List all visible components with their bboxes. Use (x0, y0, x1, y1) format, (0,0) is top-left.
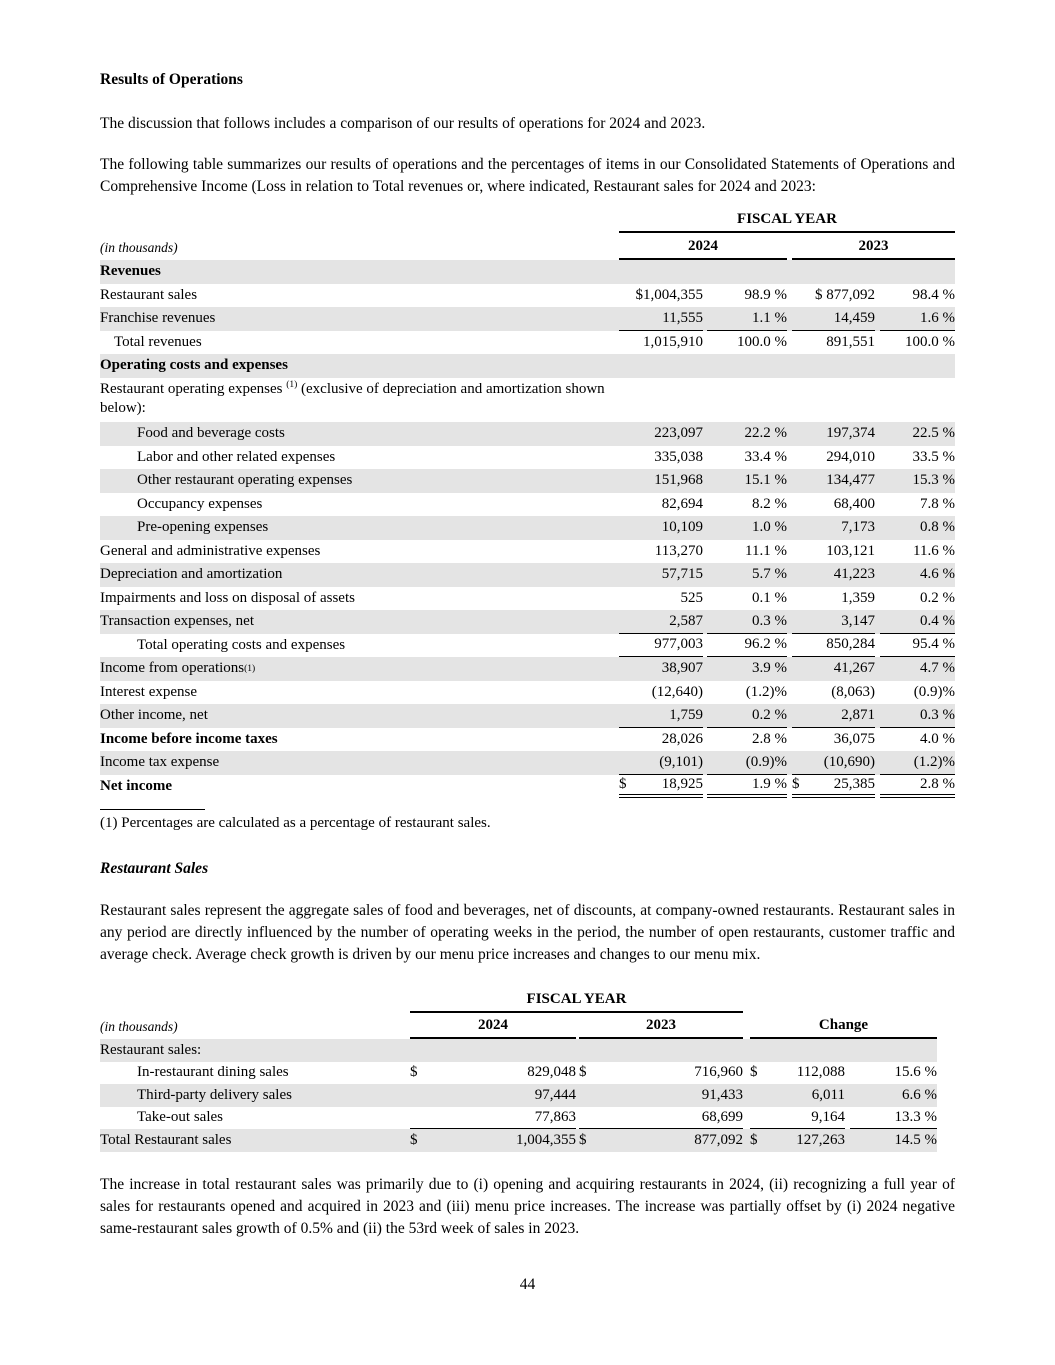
currency-symbol: $ (750, 1064, 758, 1081)
table-cell: 151,968 (654, 472, 703, 489)
table-cell: 22.2 % (744, 425, 787, 442)
table-cell (707, 380, 787, 420)
page-title: Results of Operations (100, 71, 243, 88)
table-cell: 1,015,910 (643, 333, 703, 350)
footnote-divider (100, 809, 205, 810)
table-cell: 13.3 % (850, 1107, 937, 1130)
table-cell: 6.6 % (902, 1086, 937, 1103)
table-cell: 10,109 (661, 519, 703, 536)
restaurant-sales-table (100, 990, 937, 1152)
cell-value: 127,263 (796, 1131, 845, 1148)
restaurant-sales-table-body (100, 1039, 937, 1152)
row-label: General and administrative expenses (100, 542, 321, 559)
table-cell: 0.3 % (707, 610, 787, 634)
table-row (100, 728, 955, 752)
table-cell: 33.4 % (744, 448, 787, 465)
table-cell: 6,011 (811, 1086, 845, 1103)
table-cell (707, 260, 787, 284)
table-cell (707, 354, 787, 378)
cell-value: 25,385 (833, 775, 875, 792)
table-cell: 8.2 % (752, 495, 787, 512)
in-thousands-label: (in thousands) (100, 1019, 178, 1035)
year-header-row (100, 1013, 937, 1039)
table-cell: 4.7 % (920, 660, 955, 677)
operations-table-body (100, 260, 955, 798)
table-row (100, 307, 955, 331)
table-cell: 15.6 % (894, 1064, 937, 1081)
row-label: Net income (100, 777, 173, 794)
table-cell (619, 775, 703, 799)
table-cell (792, 775, 875, 799)
row-label: Restaurant sales (100, 286, 198, 303)
table-cell: 15.3 % (912, 472, 955, 489)
table-cell: 98.9 % (744, 286, 787, 303)
table-cell: 0.3 % (880, 704, 955, 728)
table-cell: 525 (680, 589, 703, 606)
table-cell: 223,097 (654, 425, 703, 442)
table-cell: 103,121 (826, 542, 875, 559)
table-cell: 33.5 % (912, 448, 955, 465)
table-cell (579, 1039, 743, 1062)
currency-symbol: $ (579, 1064, 587, 1081)
currency-symbol: $ (619, 775, 627, 792)
table-cell: (8,063) (831, 683, 875, 700)
row-label: Income tax expense (100, 754, 220, 771)
table-cell: 9,164 (750, 1107, 845, 1130)
table-row (100, 378, 955, 423)
table-cell: 38,907 (661, 660, 703, 677)
row-label: Interest expense (100, 683, 198, 700)
table-row (100, 446, 955, 470)
table-cell: 7.8 % (920, 495, 955, 512)
table-intro-paragraph: The following table summarizes our results of operations and the percentages of items in our Consolidated Statements of Operations and Comprehensive Income (Loss in relation to Total revenues or, where indicated, Restaurant sales for 2024 and 2023: (100, 156, 955, 195)
table-row (100, 1039, 937, 1062)
currency-symbol: $ (792, 775, 800, 792)
row-label: Revenues (100, 263, 161, 280)
currency-symbol: $ (410, 1131, 418, 1148)
table-cell: 57,715 (661, 566, 703, 583)
table-cell (619, 380, 703, 420)
table-row (100, 1062, 937, 1085)
table-row (100, 354, 955, 378)
table-cell: 100.0 % (905, 333, 955, 350)
table-cell: 1.6 % (880, 307, 955, 331)
table-cell (750, 1129, 845, 1152)
table-cell: $1,004,355 (635, 286, 703, 303)
table-row (100, 775, 955, 799)
table-cell: 1,759 (619, 704, 703, 728)
table-row (100, 563, 955, 587)
table-cell: 2.8 % (880, 775, 955, 799)
table-cell: 22.5 % (912, 425, 955, 442)
table-cell (410, 1039, 576, 1062)
table-cell: 0.2 % (707, 704, 787, 728)
table-cell: 14,459 (792, 307, 875, 331)
table-cell (880, 380, 955, 420)
table-cell: 0.4 % (880, 610, 955, 634)
table-cell: 15.1 % (744, 472, 787, 489)
section-heading-restaurant-sales: Restaurant Sales (100, 860, 209, 878)
table-cell: 134,477 (826, 472, 875, 489)
cell-value: 112,088 (796, 1064, 845, 1081)
fiscal-year-header-row (100, 990, 937, 1013)
table-cell (410, 1129, 576, 1152)
row-label: Impairments and loss on disposal of assets (100, 589, 355, 606)
row-label: Total Restaurant sales (100, 1131, 232, 1148)
table-cell: 197,374 (826, 425, 875, 442)
table-cell (850, 1039, 937, 1062)
table-cell (750, 1039, 845, 1062)
table-cell (750, 1062, 845, 1085)
document-page (100, 69, 955, 1296)
table-cell: 850,284 (792, 634, 875, 658)
row-label: Operating costs and expenses (100, 357, 288, 374)
table-cell: 0.1 % (752, 589, 787, 606)
table-cell: 95.4 % (880, 634, 955, 658)
table-cell: (10,690) (792, 751, 875, 775)
row-label: Total revenues (114, 333, 202, 350)
cell-value: 829,048 (527, 1064, 576, 1081)
table-cell (579, 1129, 743, 1152)
row-label: Labor and other related expenses (137, 448, 336, 465)
cell-value: 877,092 (694, 1131, 743, 1148)
table-cell: 11.6 % (913, 542, 955, 559)
row-label: Other restaurant operating expenses (137, 472, 353, 489)
fiscal-year-label: FISCAL YEAR (619, 209, 955, 233)
table-cell: 977,003 (619, 634, 703, 658)
currency-symbol: $ (410, 1064, 418, 1081)
table-row (100, 634, 955, 658)
table-cell: 28,026 (661, 730, 703, 747)
row-label: Third-party delivery sales (137, 1086, 292, 1103)
table-cell: (0.9)% (707, 751, 787, 775)
table-cell: 4.0 % (920, 730, 955, 747)
table-cell: 11.1 % (745, 542, 787, 559)
table-cell: 2,587 (619, 610, 703, 634)
row-label: Restaurant operating expenses $^{(1)}$ (exclusive of depreciation and amortization shown below): (100, 379, 605, 417)
intro-paragraph: The discussion that follows includes a comparison of our results of operations for 2024 and 2023. (100, 115, 706, 132)
table-row (100, 610, 955, 634)
row-label: Depreciation and amortization (100, 566, 283, 583)
table-cell: 4.6 % (920, 566, 955, 583)
table-cell (792, 354, 875, 378)
currency-symbol: $ (579, 1131, 587, 1148)
table-cell (880, 354, 955, 378)
table-row (100, 1129, 937, 1152)
page-number: 44 (519, 1275, 536, 1293)
table-cell (410, 1062, 576, 1085)
column-header-2023: 2023 (579, 1015, 743, 1039)
row-label: Take-out sales (137, 1109, 224, 1126)
table-cell: 7,173 (841, 519, 875, 536)
table-cell: (12,640) (651, 683, 703, 700)
table-row (100, 260, 955, 284)
table-row (100, 422, 955, 446)
cell-value: 716,960 (694, 1064, 743, 1081)
table-cell: 36,075 (833, 730, 875, 747)
table-row (100, 493, 955, 517)
table-cell: 2.8 % (752, 730, 787, 747)
table-cell (619, 260, 703, 284)
table-cell: 3.9 % (752, 660, 787, 677)
table-cell (792, 260, 875, 284)
table-cell: 2,871 (792, 704, 875, 728)
cell-value: 1,004,355 (516, 1131, 576, 1148)
table-cell: 335,038 (654, 448, 703, 465)
row-label: Food and beverage costs (137, 425, 285, 442)
table-cell: 0.2 % (920, 589, 955, 606)
table-cell: 294,010 (826, 448, 875, 465)
table-cell (619, 354, 703, 378)
row-label: Income before income taxes (100, 730, 278, 747)
table-row (100, 540, 955, 564)
table-cell: 11,555 (619, 307, 703, 331)
table-cell: 98.4 % (912, 286, 955, 303)
table-cell: 5.7 % (752, 566, 787, 583)
table-row (100, 704, 955, 728)
column-header-2023: 2023 (792, 236, 955, 260)
table-cell: 41,223 (833, 566, 875, 583)
row-label: Other income, net (100, 707, 208, 724)
table-cell: 1.9 % (707, 775, 787, 799)
row-label: Income from operations (1) (100, 660, 256, 677)
table-cell: 0.8 % (920, 519, 955, 536)
table-row (100, 751, 955, 775)
table-row (100, 469, 955, 493)
table-cell (880, 260, 955, 284)
table-row (100, 681, 955, 705)
table-cell: 100.0 % (737, 333, 787, 350)
table-cell: 91,433 (701, 1086, 743, 1103)
column-header-2024: 2024 (410, 1015, 576, 1039)
table-cell: 68,400 (833, 495, 875, 512)
column-header-2024: 2024 (619, 236, 787, 260)
table-cell: 1.1 % (707, 307, 787, 331)
table-cell (579, 1062, 743, 1085)
table-cell: 3,147 (792, 610, 875, 634)
table-cell: 113,270 (654, 542, 703, 559)
row-label: Pre-opening expenses (137, 519, 269, 536)
table-cell: (0.9)% (913, 683, 955, 700)
table-cell: 41,267 (833, 660, 875, 677)
table-cell: 77,863 (410, 1107, 576, 1130)
in-thousands-label: (in thousands) (100, 239, 178, 255)
fiscal-year-header-row (100, 210, 955, 233)
table-row (100, 284, 955, 308)
row-label: Transaction expenses, net (100, 613, 254, 630)
table-cell: (9,101) (619, 751, 703, 775)
table-row (100, 587, 955, 611)
table-row (100, 516, 955, 540)
table-row (100, 1107, 937, 1130)
table-cell: (1.2)% (745, 683, 787, 700)
table-cell: 1,359 (841, 589, 875, 606)
table-row (100, 331, 955, 355)
row-label: Total operating costs and expenses (137, 636, 346, 653)
row-label: Occupancy expenses (137, 495, 263, 512)
row-label: In-restaurant dining sales (137, 1064, 289, 1081)
fiscal-year-label: FISCAL YEAR (410, 989, 743, 1013)
cell-value: 18,925 (661, 775, 703, 792)
table-cell: $ 877,092 (815, 286, 875, 303)
table-cell: 82,694 (661, 495, 703, 512)
table-cell: 1.0 % (752, 519, 787, 536)
column-header-change: Change (750, 1015, 937, 1039)
table-cell: 68,699 (579, 1107, 743, 1130)
sales-increase-paragraph: The increase in total restaurant sales was primarily due to (i) opening and acquiring restaurants in 2024, (ii) recognizing a full year of sales for restaurants opened and acquired in 2023 and (iii) menu price increases. The increase was partially offset by (i) 2024 negative same-restaurant sales growth of 0.5% and (ii) the 53rd week of sales in 2023. (100, 1175, 955, 1237)
table-cell: (1.2)% (880, 751, 955, 775)
table-cell: 891,551 (826, 333, 875, 350)
year-header-row (100, 233, 955, 260)
table-cell: 97,444 (534, 1086, 576, 1103)
footnote: (1) Percentages are calculated as a percentage of restaurant sales. (100, 815, 491, 832)
row-label: Franchise revenues (100, 310, 216, 327)
table-row (100, 1084, 937, 1107)
table-row (100, 657, 955, 681)
operations-table (100, 210, 955, 798)
currency-symbol: $ (750, 1131, 758, 1148)
table-cell: 14.5 % (894, 1131, 937, 1148)
restaurant-sales-paragraph: Restaurant sales represent the aggregate sales of food and beverages, net of discounts, at company-owned restaurants. Restaurant sales in any period are directly influenced by the number of operating weeks in the period, the number of open restaurants, customer traffic and average check. Average check growth is driven by our menu price increases and changes to our menu mix. (100, 902, 955, 964)
row-label: Restaurant sales: (100, 1041, 202, 1058)
table-cell: 96.2 % (707, 634, 787, 658)
table-cell (792, 380, 875, 420)
